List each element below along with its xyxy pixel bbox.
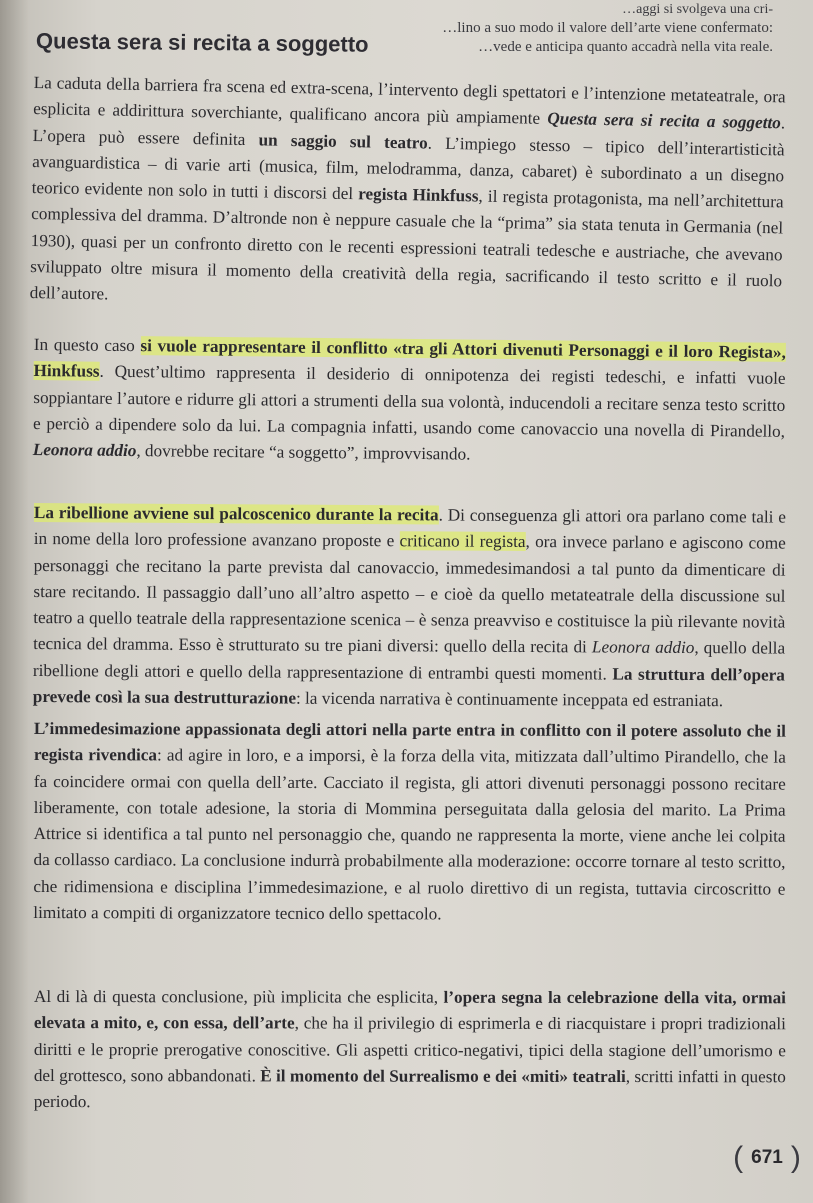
paragraph-2 (33, 332, 786, 471)
paragraph-4 (33, 716, 786, 929)
book-spine-shadow (0, 0, 28, 1203)
fragment-line: …lino a suo modo il valore dell’arte viene confermato: (442, 20, 773, 36)
text-run: , quello della ribellione degli attori e quello della rappresentazione di entrambi questi momenti. (32, 638, 786, 684)
text-run: , scritti infatti in questo periodo. (33, 1066, 786, 1112)
text-run: . Quest’ultimo rappresenta il desiderio di onnipotenza dei registi tedeschi, e infatti vuole soppiantare l’autore e ridurre gli attori a strumenti della sua volontà, inducendoli a recitare senza testo scritto e perciò a dipendere solo da lui. La compagnia infatti, usando come canovaccio una novella di Pirandello, (32, 361, 786, 441)
text-run: : la vicenda narrativa è continuamente inceppata ed estraniata. (295, 688, 724, 711)
text-run: regista Hinkfuss (358, 184, 479, 206)
fragment-line: …vede e anticipa quanto accadrà nella vita reale. (478, 39, 773, 55)
text-run: La ribellione avviene sul palcoscenico durante la recita (33, 502, 439, 525)
text-run: . L’opera può essere definita (32, 113, 786, 149)
open-bracket-icon: ( (733, 1141, 744, 1174)
text-run: , il regista protagonista, ma nell’architettura complessiva del dramma. D’altronde non è neppure casuale che la “prima” sia stata tenuta in Germania (nel 1930), quasi per un confronto diretto con le recenti espressioni teatrali tedesche e austriache, che avevano sviluppato oltre misura il momento della creatività della regia, sacrificando il testo scritto e il ruolo dell’autore. (29, 186, 784, 304)
text-run: , che ha il privilegio di esprimerla e di riacquistare i propri tradizionali diritti e le proprie prerogative conoscitive. Gli aspetti critico-negativi, tipici della stagione dell’umorismo e del grottesco, sono abbandonati. (33, 1013, 786, 1086)
text-run: Questa sera si recita a soggetto (547, 109, 782, 133)
text-run: : ad agire in loro, e a imporsi, è la forza della vita, mitizzata dall’ultimo Pirandello, che la fa coincidere ormai con quella dell’arte. Cacciato il regista, gli attori divenuti personaggi possono recitare liberamente, con totale adesione, la storia di Mommina perseguitata dalla gelosia del marito. La Prima Attrice si identifica a tal punto nel personaggio che, quando ne rappresenta la morte, viene anche lei colpita da collasso cardiaco. La conclusione indurrà probabilmente alla moderazione: occorre tornare al testo scritto, che ridimensiona e disciplina l’immedesimazione, e al ruolo direttivo di un regista, tuttavia circoscritto e limitato a compiti di organizzatore tecnico dello spettacolo. (33, 745, 786, 924)
text-run: È il momento del Surrealismo e dei «miti» teatrali (260, 1066, 626, 1086)
text-run: Leonora addio (591, 637, 695, 658)
text-run: si vuole rappresentare il conflitto «tra gli Attori divenuti Personaggi e il loro Regista», Hinkfuss (33, 336, 786, 381)
text-run: , dovrebbe recitare “a soggetto”, improvvisando. (136, 441, 471, 464)
paragraph-5 (34, 984, 786, 1117)
text-run: . Di conseguenza gli attori ora parlano come tali e in nome della loro professione avanzano proposte e (33, 505, 786, 551)
text-run: L’immedesimazione appassionata degli attori nella parte entra in conflitto con il potere assoluto che il regista rivendica (33, 719, 786, 765)
text-run: l’opera segna la celebrazione della vita, ormai elevata a mito, e, con essa, dell’arte (33, 987, 786, 1033)
text-run: In questo caso (33, 334, 141, 356)
fragment-line: …aggi si svolgeva una cri- (622, 2, 773, 17)
text-run: La caduta della barriera fra scena ed extra-scena, l’intervento degli spettatori e l’intenzione metateatrale, ora esplicita e addirittura soverchiante, qualificano ancora più ampiamente (33, 72, 786, 129)
paragraph-1 (29, 70, 785, 321)
page-number-value: 671 (751, 1147, 783, 1168)
paragraph-3 (33, 500, 786, 715)
text-run: Al di là di questa conclusione, più implicita che esplicita, (33, 987, 444, 1007)
page-number (732, 1138, 802, 1178)
close-bracket-icon: ) (790, 1141, 801, 1174)
text-run: La struttura dell’opera prevede così la sua destrutturazione (32, 664, 786, 708)
text-run: , ora invece parlano e agiscono come personaggi che recitano la parte prevista dal canovaccio, immedesimandosi a tal punto da dimenticare di stare recitando. Il passaggio dall’uno all’altro aspetto – e cioè da quello metateatrale della discussione sul teatro a quello teatrale della rappresentazione scenica – è senza preavviso e costituisce la più rilevante novità tecnica del dramma. Esso è strutturato su tre piani diversi: quello della recita di (33, 532, 786, 657)
text-run: Leonora addio (32, 440, 137, 461)
section-title: Questa sera si recita a soggetto (35, 28, 369, 57)
text-run: criticano il regista (399, 531, 526, 552)
text-run: un saggio sul teatro (258, 129, 428, 153)
text-run: . L’impiego stesso – tipico dell’interartisticità avanguardistica – di varie arti (musica, film, melodramma, danza, cabaret) è subordinato a un disegno teorico evidente non solo in tutti i discorsi del (31, 133, 785, 204)
